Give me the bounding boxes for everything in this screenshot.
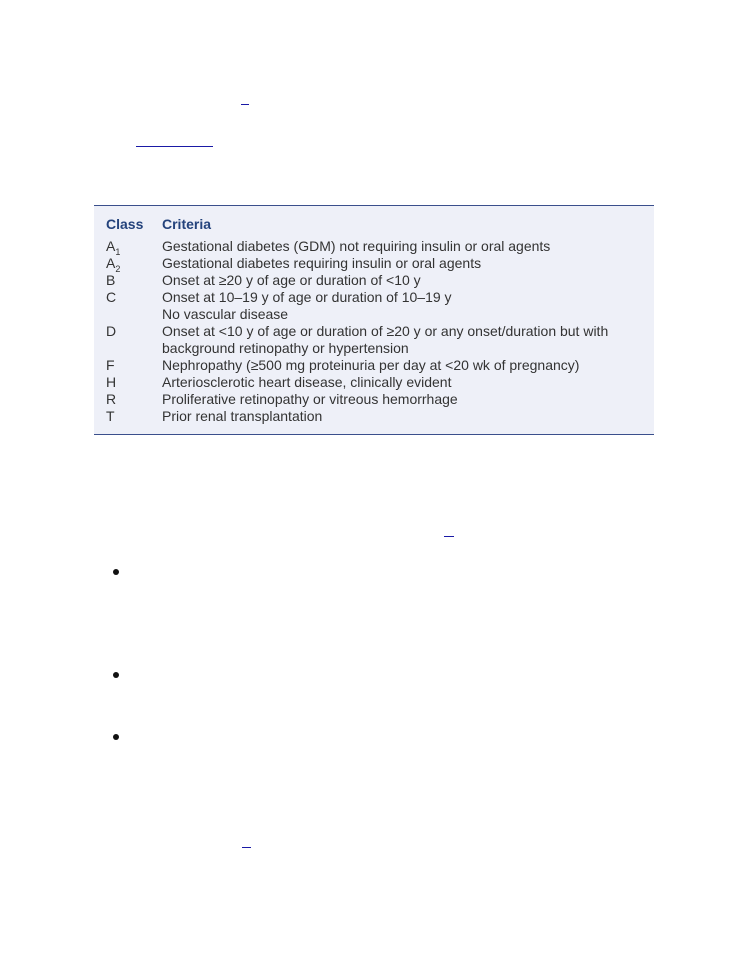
link-mark-bottom[interactable]: [242, 847, 251, 848]
table-row: [94, 408, 654, 425]
row-class: [94, 238, 162, 255]
row-class: [94, 357, 162, 374]
row-class: [94, 323, 162, 357]
row-criteria: Gestational diabetes requiring insulin or oral agents: [162, 255, 482, 271]
class-letter: A: [106, 255, 116, 271]
class-letter: A: [106, 238, 116, 254]
header-class: Class: [106, 216, 144, 232]
class-letter: H: [106, 374, 117, 390]
class-subscript: 1: [115, 246, 121, 257]
row-criteria: Arteriosclerotic heart disease, clinically evident: [162, 374, 452, 390]
table-row: [94, 272, 654, 289]
class-letter: C: [106, 289, 117, 305]
table-row: [94, 289, 654, 306]
link-mark-top[interactable]: [241, 104, 249, 105]
class-subscript: 2: [115, 263, 121, 274]
row-class: [94, 255, 162, 272]
row-class: [94, 272, 162, 289]
row-class: [94, 306, 162, 323]
class-letter: D: [106, 323, 117, 339]
row-criteria: Gestational diabetes (GDM) not requiring insulin or oral agents: [162, 238, 551, 254]
row-class: [94, 408, 162, 425]
row-criteria: Onset at 10–19 y of age or duration of 10–19 y: [162, 289, 452, 305]
class-letter: T: [106, 408, 115, 424]
link-mark-middle[interactable]: [444, 536, 454, 537]
table-row: [94, 323, 654, 357]
row-criteria: Onset at ≥20 y of age or duration of <10 y: [162, 272, 421, 288]
white-classification-table: [94, 205, 654, 435]
header-criteria: Criteria: [162, 216, 212, 232]
class-letter: R: [106, 391, 117, 407]
bullet-3: [113, 734, 119, 740]
row-criteria: Nephropathy (≥500 mg proteinuria per day at <20 wk of pregnancy): [162, 357, 580, 373]
row-class: [94, 374, 162, 391]
table-row: [94, 255, 654, 272]
bullet-2: [113, 672, 119, 678]
table-row: [94, 238, 654, 255]
row-class: [94, 391, 162, 408]
row-class: [94, 289, 162, 306]
row-criteria: Proliferative retinopathy or vitreous hemorrhage: [162, 391, 458, 407]
row-criteria: Onset at <10 y of age or duration of ≥20 y or any onset/duration but with background retinopathy or hypertension: [162, 323, 609, 356]
table-row: [94, 391, 654, 408]
row-criteria: No vascular disease: [162, 306, 289, 322]
row-criteria: Prior renal transplantation: [162, 408, 323, 424]
class-letter: B: [106, 272, 116, 288]
class-letter: F: [106, 357, 115, 373]
table-rows: [94, 238, 654, 425]
table-row: [94, 306, 654, 323]
table-row: [94, 374, 654, 391]
link-mark-long[interactable]: [136, 146, 213, 147]
table-row: [94, 357, 654, 374]
bullet-1: [113, 569, 119, 575]
